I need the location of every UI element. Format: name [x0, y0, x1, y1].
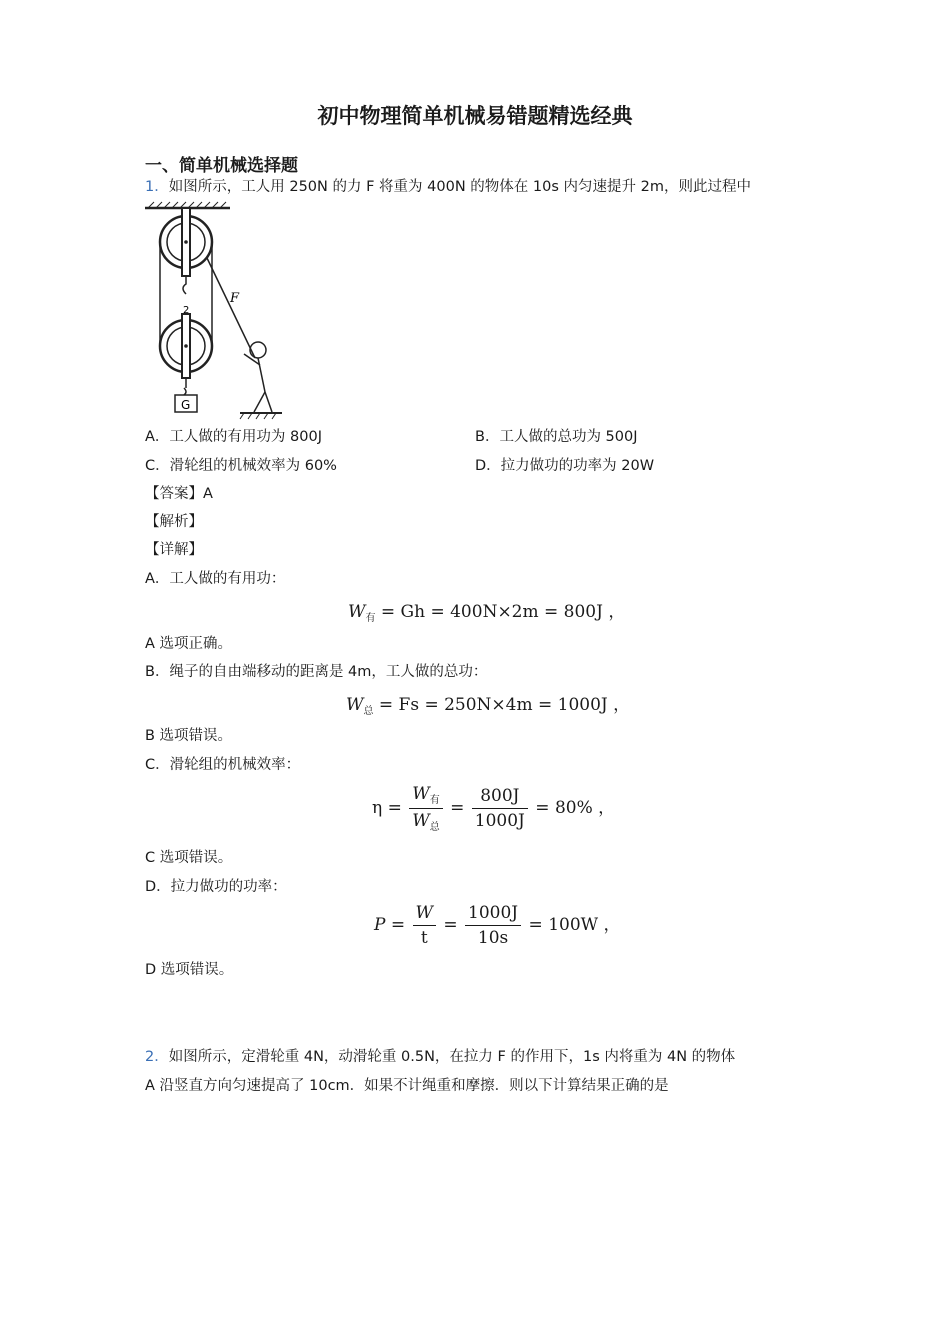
question-2-line-2: A 沿竖直方向匀速提高了 10cm．如果不计绳重和摩擦．则以下计算结果正确的是: [145, 1078, 669, 1094]
weight-label: G: [181, 398, 191, 412]
pulley-system-figure: [140, 200, 285, 420]
eq-b-rest: = Fs = 250N×4m = 1000J ，: [373, 695, 631, 715]
eq-c-rest: = 80% ，: [535, 798, 616, 818]
option-b: B．工人做的总功为 500J: [475, 429, 638, 445]
eq-d-num: W: [413, 903, 436, 926]
question-text: 如图所示，定滑轮重 4N，动滑轮重 0.5N，在拉力 F 的作用下，1s 内将重为 4N 的物体: [168, 1049, 736, 1065]
part-b-conclusion: B 选项错误。: [145, 728, 233, 744]
answer-label: 【答案】A: [145, 486, 213, 502]
eq-c-fraction-1: [409, 784, 442, 833]
eq-b-w: W: [346, 695, 364, 715]
eq-d-den2: 10s: [477, 928, 509, 948]
part-c-conclusion: C 选项错误。: [145, 850, 233, 866]
part-b-text: B．绳子的自由端移动的距离是 4m，工人做的总功：: [145, 664, 488, 680]
eq-c-fraction-2: [472, 786, 528, 831]
eq-d-equals: =: [443, 915, 458, 935]
detail-label: 【详解】: [145, 542, 203, 558]
equation-a: [348, 597, 625, 624]
eq-c-num-w: W: [412, 784, 430, 804]
eq-c-den2: 1000J: [474, 811, 525, 831]
eq-d-fraction-1: [413, 903, 436, 948]
part-a-conclusion: A 选项正确。: [145, 636, 233, 652]
eq-a-sub: 有: [365, 613, 376, 624]
eq-c-num-sub: 有: [429, 795, 440, 806]
question-2-line-1: [145, 1047, 735, 1067]
question-number: 1．: [145, 179, 169, 195]
page-title: 初中物理简单机械易错题精选经典: [317, 104, 633, 128]
force-label: F: [230, 291, 240, 306]
equation-c: [372, 784, 615, 833]
question-number: 2．: [145, 1049, 169, 1065]
equation-d: [374, 903, 621, 948]
eq-b-sub: 总: [363, 706, 374, 717]
eq-c-den-sub: 总: [429, 822, 440, 833]
eq-a-rest: = Gh = 400N×2m = 800J ，: [375, 602, 626, 622]
eq-c-equals: =: [450, 798, 465, 818]
hook-label: 2: [183, 305, 190, 316]
part-d-text: D．拉力做功的功率：: [145, 879, 287, 895]
part-a-text: A．工人做的有用功：: [145, 571, 286, 587]
eq-d-den: t: [420, 928, 428, 948]
eq-a-w: W: [348, 602, 366, 622]
equation-b: [346, 690, 630, 717]
question-1-stem: [145, 177, 751, 197]
eq-d-fraction-2: [465, 903, 521, 948]
eq-d-lhs: P =: [374, 915, 406, 935]
eq-c-den-w: W: [412, 811, 430, 831]
part-c-text: C．滑轮组的机械效率：: [145, 757, 301, 773]
option-a: A．工人做的有用功为 800J: [145, 429, 322, 445]
eq-d-num2: 1000J: [465, 903, 521, 926]
section-heading: 一、简单机械选择题: [145, 156, 298, 176]
eq-c-num2: 800J: [472, 786, 528, 809]
part-d-conclusion: D 选项错误。: [145, 962, 234, 978]
eq-c-lhs: η =: [372, 798, 402, 818]
option-d: D．拉力做功的功率为 20W: [475, 458, 655, 474]
question-text: 如图所示，工人用 250N 的力 F 将重为 400N 的物体在 10s 内匀速提升 2m，则此过程中: [168, 179, 751, 195]
option-c: C．滑轮组的机械效率为 60%: [145, 458, 337, 474]
analysis-label: 【解析】: [145, 514, 203, 530]
eq-d-rest: = 100W ，: [528, 915, 621, 935]
